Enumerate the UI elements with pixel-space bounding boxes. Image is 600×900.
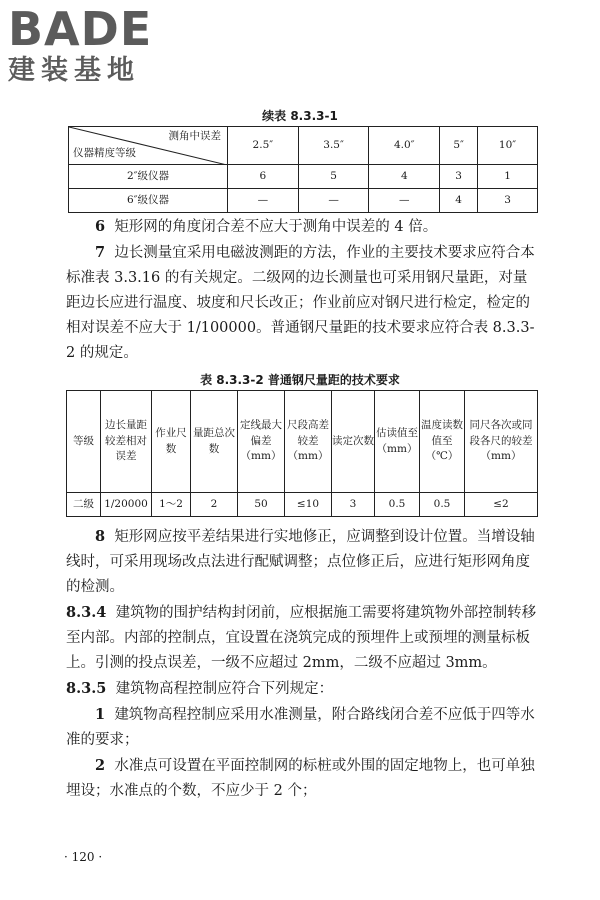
table1-cell: 4 [440, 189, 478, 213]
table2-cell: 2 [191, 493, 238, 517]
table1-col-header: 4.0″ [369, 127, 440, 165]
table1-cell: — [369, 189, 440, 213]
clause-text: 建筑物的围护结构封闭前，应根据施工需要将建筑物外部控制转移至内部。内部的控制点，宜设置在浇筑完成的预埋件上或预埋的测量标板上。引测的投点误差，一级不应超过 2mm，二级不应超过 3mm。 [66, 605, 537, 671]
clause-number: 6 [95, 218, 106, 235]
table1-col-header: 5″ [440, 127, 478, 165]
table1-cell: 3 [440, 165, 478, 189]
table2-cell: 二级 [67, 493, 101, 517]
table2-cell: 1～2 [152, 493, 191, 517]
clause-text: 建筑物高程控制应采用水准测量，附合路线闭合差不应低于四等水准的要求； [66, 707, 535, 748]
table2-cell: 0.5 [420, 493, 465, 517]
clause-text: 矩形网的角度闭合差不应大于测角中误差的 4 倍。 [114, 219, 438, 235]
clause-text: 矩形网应按平差结果进行实地修正，应调整到设计位置。当增设轴线时，可采用现场改点法进行配赋调整；点位修正后，应进行矩形网角度的检测。 [66, 529, 535, 595]
table2-header: 估读值至（mm） [375, 391, 420, 493]
clause-paragraph [66, 753, 538, 804]
table1-corner-bottom: 仪器精度等级 [73, 147, 136, 160]
clause-text: 水准点可设置在平面控制网的标桩或外围的固定地物上，也可单独埋设；水准点的个数，不应少于 2 个； [66, 758, 535, 799]
table1-row-label: 2″级仪器 [69, 165, 228, 189]
table1-corner-cell [69, 127, 228, 165]
clause-paragraph [66, 524, 538, 600]
table1-cell: 1 [478, 165, 538, 189]
table2-cell: ≤2 [465, 493, 538, 517]
table2-cell: 50 [238, 493, 285, 517]
clause-paragraph [66, 240, 538, 366]
page-number: · 120 · [64, 850, 103, 864]
clause-text: 建筑物高程控制应符合下列规定： [115, 681, 334, 697]
table2-cell: 0.5 [375, 493, 420, 517]
table2-header: 等级 [67, 391, 101, 493]
clause-paragraph [66, 702, 538, 753]
table2-cell: 3 [332, 493, 375, 517]
table2-header: 边长量距较差相对误差 [101, 391, 152, 493]
table1-cell: 4 [369, 165, 440, 189]
clause-block-b [66, 524, 538, 804]
clause-number: 8 [95, 528, 106, 545]
table-row [67, 493, 538, 517]
table-8-3-3-2 [66, 390, 538, 517]
clause-number: 2 [95, 757, 106, 774]
clause-number: 8.3.4 [66, 604, 107, 621]
table1-col-header: 10″ [478, 127, 538, 165]
table2-cell: 1/20000 [101, 493, 152, 517]
table1-cell: 5 [298, 165, 369, 189]
table1-row-label: 6″级仪器 [69, 189, 228, 213]
table2-caption: 表 8.3.3-2 普通钢尺量距的技术要求 [200, 373, 400, 387]
clause-text: 边长测量宜采用电磁波测距的方法，作业的主要技术要求应符合本标准表 3.3.16 的有关规定。二级网的边长测量也可采用钢尺量距，对量距边长应进行温度、坡度和尺长改正；作业前应对钢尺进行检定，检定的相对误差不应大于 1/100000。普通钢尺量距的技术要求应符合表 8.3.3-2 的规定。 [66, 245, 535, 361]
clause-number: 8.3.5 [66, 680, 107, 697]
table2-header: 同尺各次或同段各尺的较差（mm） [465, 391, 538, 493]
logo-subtitle: 建装基地 [8, 55, 140, 86]
table1-caption: 续表 8.3.3-1 [262, 109, 338, 123]
table-8-3-3-1-continued [68, 126, 538, 213]
table2-header: 尺段高差较差（mm） [285, 391, 332, 493]
table1-corner-top: 测角中误差 [168, 130, 221, 142]
logo-brand: BADE [8, 2, 153, 56]
table2-header: 定线最大偏差（mm） [238, 391, 285, 493]
clause-block-a [66, 214, 538, 366]
table2-header: 温度读数值至（℃） [420, 391, 465, 493]
table1-col-header: 2.5″ [228, 127, 299, 165]
clause-paragraph [66, 214, 538, 240]
table1-cell: 3 [478, 189, 538, 213]
table1-col-header: 3.5″ [298, 127, 369, 165]
clause-number: 1 [95, 706, 106, 723]
table2-header: 读定次数 [332, 391, 375, 493]
table2-header: 作业尺数 [152, 391, 191, 493]
table1-cell: 6 [228, 165, 299, 189]
table1-cell: — [228, 189, 299, 213]
table1-cell: — [298, 189, 369, 213]
clause-number: 7 [95, 244, 106, 261]
table-row [69, 165, 538, 189]
table-row [69, 189, 538, 213]
clause-paragraph [66, 676, 538, 702]
table2-header: 量距总次数 [191, 391, 238, 493]
table2-cell: ≤10 [285, 493, 332, 517]
bade-logo [8, 4, 188, 86]
clause-paragraph [66, 600, 538, 676]
